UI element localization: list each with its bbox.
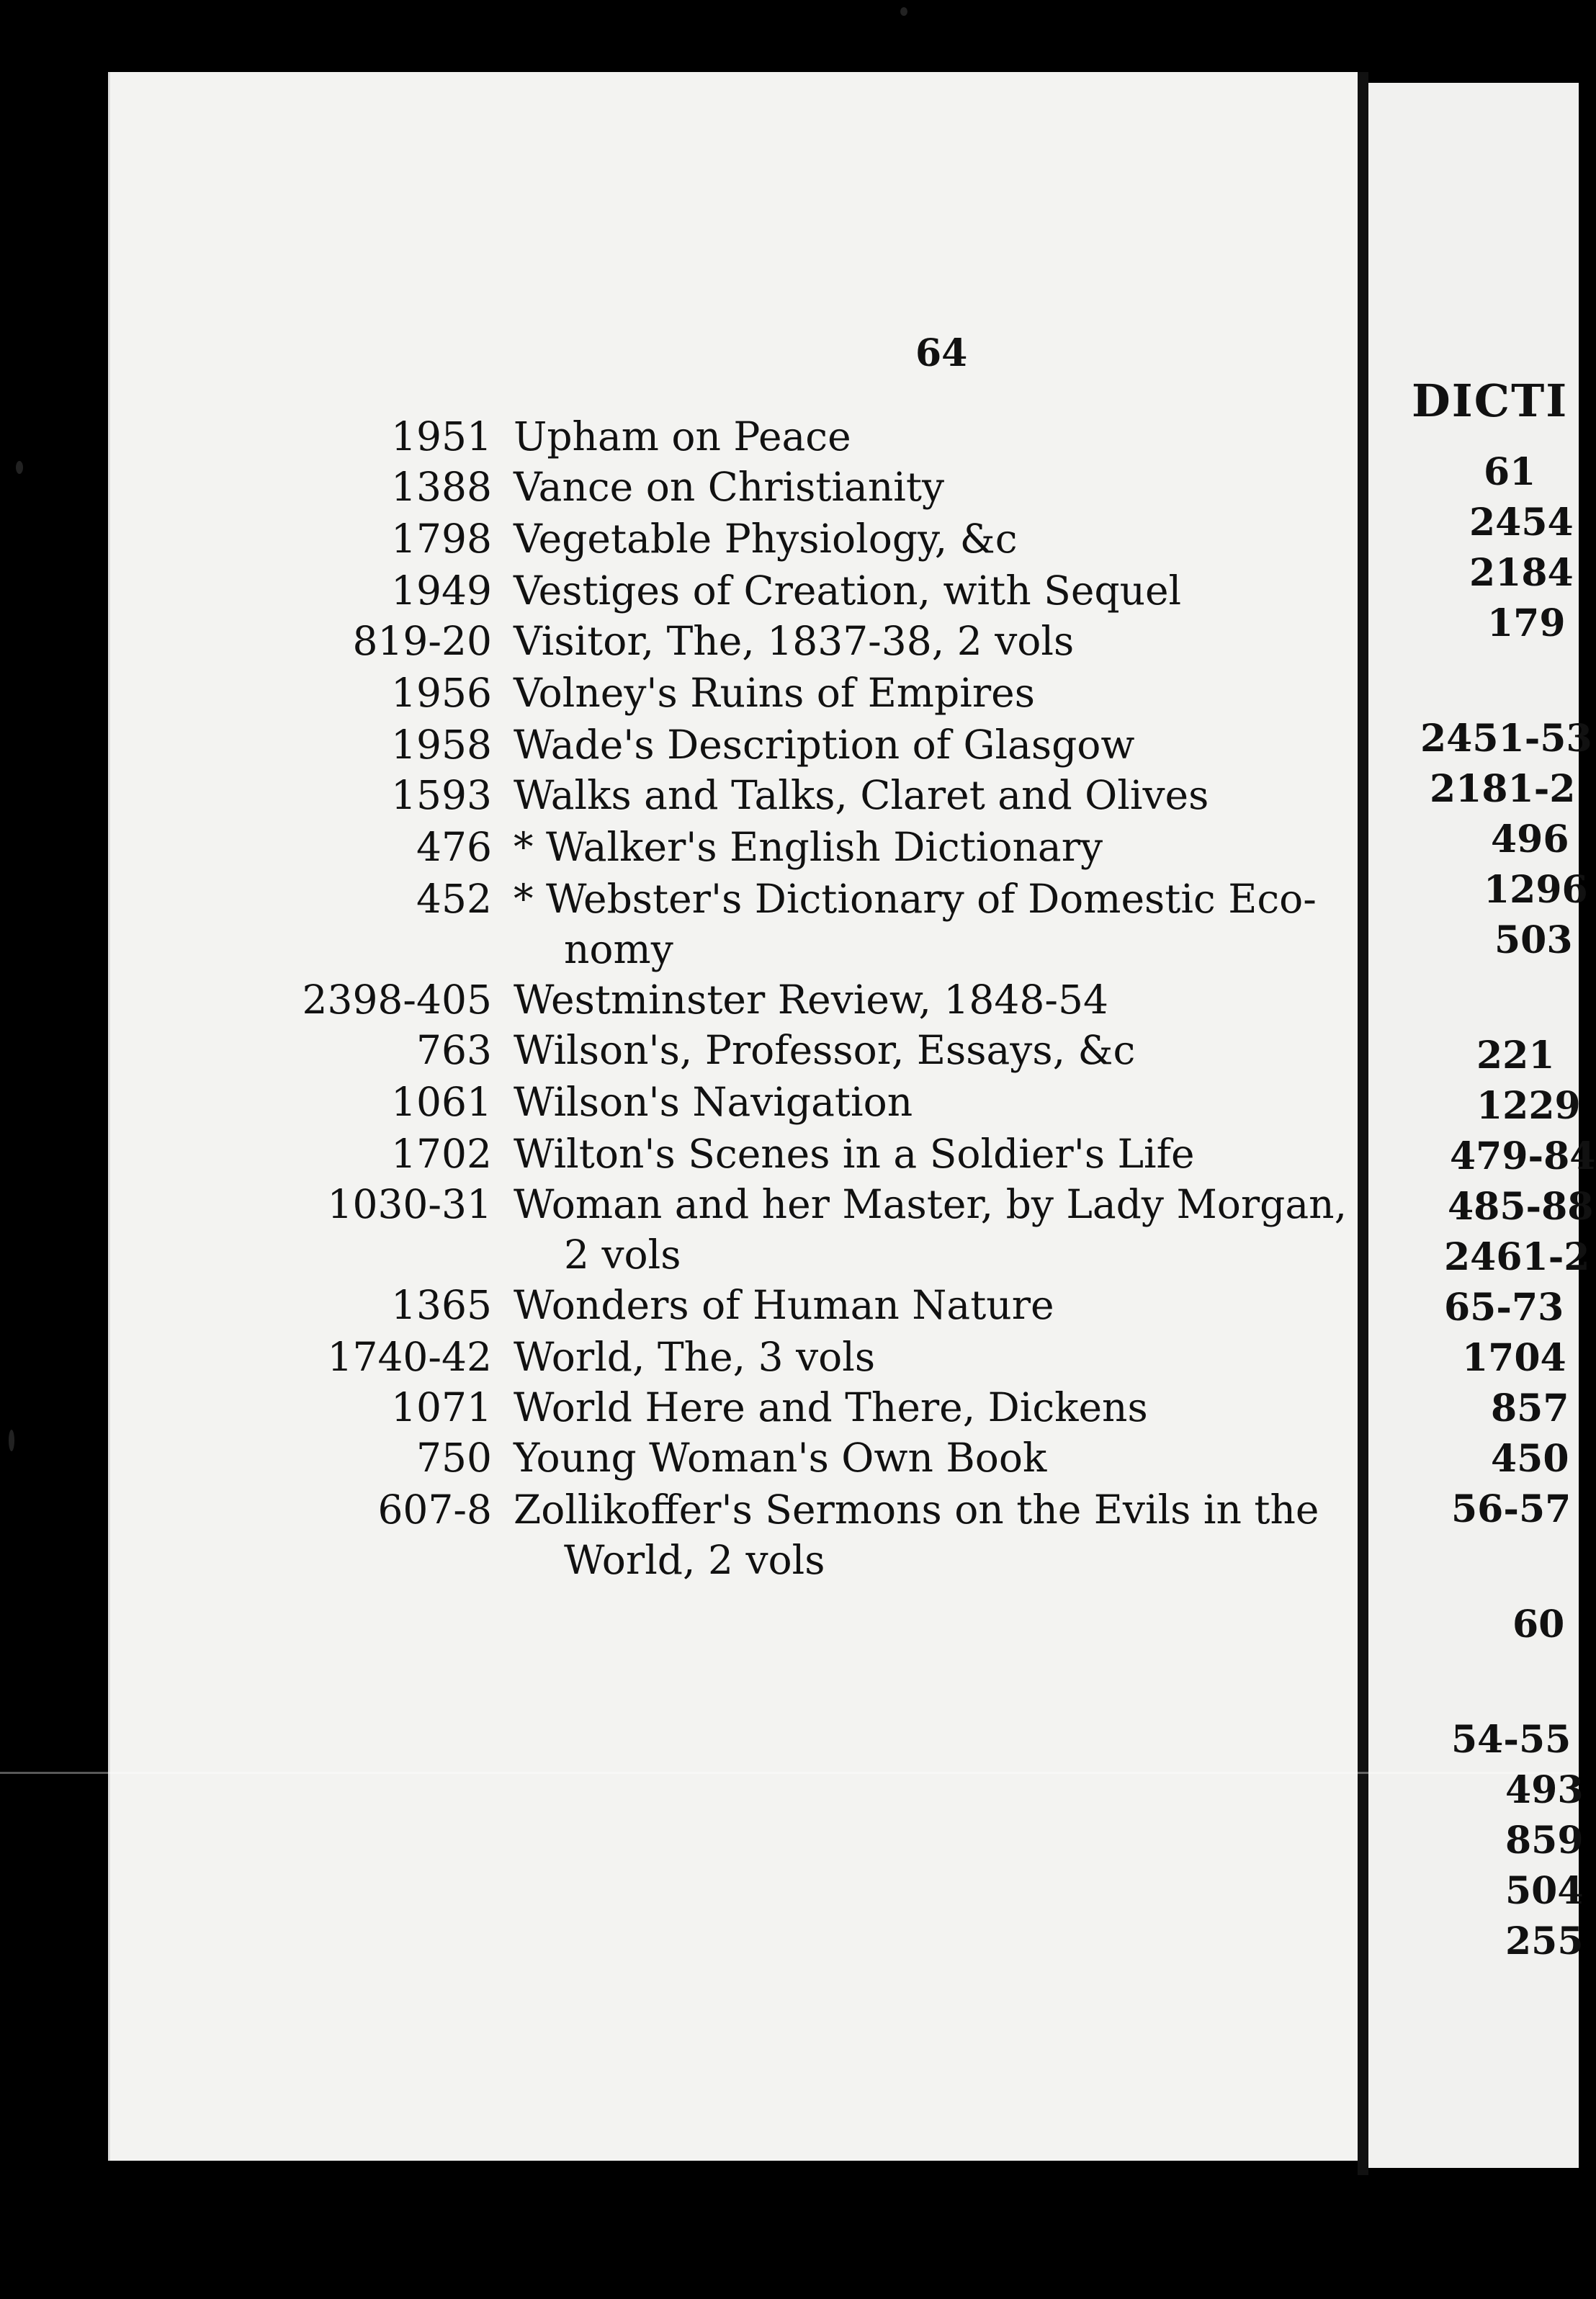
right-entry-number: 485-88 (1448, 1185, 1594, 1229)
entry-number: 1956 (391, 670, 492, 716)
right-entry-number: 503 (1494, 918, 1573, 962)
right-entry-number: 54-55 (1451, 1718, 1572, 1762)
right-entry-number: 1296 (1484, 868, 1588, 912)
right-page (1368, 83, 1596, 2168)
entry-title-continuation: World, 2 vols (564, 1537, 825, 1583)
right-entry-number: 859 (1505, 1819, 1584, 1863)
right-entry-number: 179 (1487, 601, 1566, 645)
entry-title: Vestiges of Creation, with Sequel (514, 568, 1182, 614)
entry-title: Vance on Christianity (514, 464, 945, 510)
entry-number: 1071 (391, 1384, 492, 1430)
index-entry (110, 411, 1360, 462)
right-entry-number: 1229 (1476, 1084, 1581, 1128)
index-entry (110, 1331, 1360, 1383)
entry-title: Wade's Description of Glasgow (514, 722, 1135, 768)
entry-title: World Here and There, Dickens (514, 1384, 1148, 1430)
entry-number: 452 (416, 876, 492, 922)
entry-title-continuation: nomy (564, 926, 673, 972)
right-entry-number: 493 (1505, 1768, 1584, 1812)
entry-title: Woman and her Master, by Lady Morgan, (514, 1181, 1348, 1227)
index-entry (110, 615, 1360, 667)
right-entry-number: 221 (1476, 1034, 1555, 1077)
right-entry-number: 2181-2 (1430, 767, 1576, 811)
index-entry (110, 1076, 1360, 1128)
entry-title: Walks and Talks, Claret and Olives (514, 772, 1209, 818)
index-entry (110, 513, 1360, 565)
index-entry (110, 1128, 1360, 1180)
entry-number: 1949 (391, 568, 492, 614)
entry-title: World, The, 3 vols (514, 1334, 876, 1380)
right-entry-number: 61 (1484, 450, 1536, 494)
index-entry (110, 1484, 1360, 1583)
left-page (108, 72, 1360, 2161)
right-entry-number: 2184 (1469, 551, 1574, 595)
index-entry (110, 667, 1360, 719)
entry-title: Wonders of Human Nature (514, 1282, 1054, 1328)
index-entry (110, 974, 1360, 1026)
entry-title: Wilson's Navigation (514, 1079, 913, 1125)
right-entry-number: 65-73 (1444, 1286, 1564, 1330)
index-entry (110, 873, 1360, 972)
entry-number: 1702 (391, 1131, 492, 1177)
index-entry (110, 1024, 1360, 1076)
entry-number: 1030-31 (327, 1181, 492, 1227)
page-gutter (1358, 72, 1368, 2175)
entry-number: 1951 (391, 413, 492, 460)
scan-speck (900, 7, 907, 16)
entry-title: Westminster Review, 1848-54 (514, 977, 1108, 1023)
right-entry-number: 1704 (1462, 1336, 1566, 1380)
entry-title: Volney's Ruins of Empires (514, 670, 1035, 716)
entry-title: Zollikoffer's Sermons on the Evils in the (514, 1487, 1319, 1533)
right-entry-number: 255 (1505, 1919, 1584, 1963)
entry-number: 1593 (391, 772, 492, 818)
entry-title: Vegetable Physiology, &c (514, 516, 1018, 562)
right-entry-number: 496 (1491, 817, 1569, 861)
right-entry-number: 857 (1491, 1386, 1569, 1430)
entry-number: 476 (416, 824, 492, 870)
right-entry-number: 2454 (1469, 501, 1574, 544)
index-entry (110, 565, 1360, 617)
entry-number: 1798 (391, 516, 492, 562)
entry-number: 763 (416, 1027, 492, 1073)
entry-number: 1061 (391, 1079, 492, 1125)
entry-number: 819-20 (352, 618, 492, 664)
entry-title: Wilton's Scenes in a Soldier's Life (514, 1131, 1195, 1177)
entry-number: 750 (416, 1435, 492, 1481)
index-entry (110, 1381, 1360, 1433)
entry-title: * Webster's Dictionary of Domestic Eco- (514, 876, 1317, 922)
entry-title: Visitor, The, 1837-38, 2 vols (514, 618, 1075, 664)
index-entry (110, 821, 1360, 873)
entry-number: 2398-405 (302, 977, 492, 1023)
index-entry (110, 461, 1360, 513)
entry-title: * Walker's English Dictionary (514, 824, 1103, 870)
index-entry (110, 1279, 1360, 1331)
right-entry-number: 504 (1505, 1869, 1584, 1913)
right-entry-number: 2461-2 (1444, 1235, 1590, 1279)
entry-number: 1388 (391, 464, 492, 510)
index-entry (110, 769, 1360, 821)
scan-speck (9, 1430, 14, 1451)
right-entry-number: 60 (1512, 1603, 1565, 1646)
right-entry-number: 479-84 (1450, 1134, 1596, 1178)
entry-title: Upham on Peace (514, 413, 851, 460)
right-entry-number: 450 (1491, 1437, 1569, 1481)
entry-title-continuation: 2 vols (564, 1232, 681, 1278)
scan-artifact-line (0, 1772, 1579, 1774)
scan-speck (16, 461, 23, 474)
entry-title: Young Woman's Own Book (514, 1435, 1047, 1481)
entry-title: Wilson's, Professor, Essays, &c (514, 1027, 1136, 1073)
right-page-heading: DICTI (1412, 375, 1569, 427)
index-entry (110, 1178, 1360, 1278)
entry-number: 1958 (391, 722, 492, 768)
entry-number: 1365 (391, 1282, 492, 1328)
index-entry (110, 719, 1360, 771)
entry-number: 607-8 (377, 1487, 492, 1533)
right-entry-number: 2451-53 (1420, 717, 1592, 761)
right-entry-number: 56-57 (1451, 1487, 1572, 1531)
page-number: 64 (915, 331, 968, 375)
entry-number: 1740-42 (327, 1334, 492, 1380)
index-entry (110, 1432, 1360, 1484)
